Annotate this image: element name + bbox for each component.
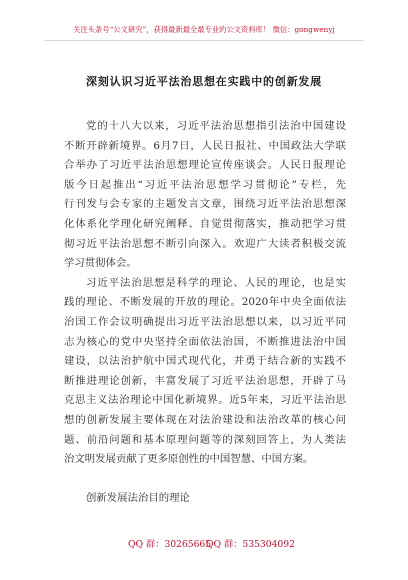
text-line: 党的十八大以来，习近平法治思想指引法治中国建设 <box>86 120 346 132</box>
section-heading: 创新发展法治目的理论 <box>86 492 190 504</box>
paragraph <box>64 274 346 470</box>
paragraph <box>64 117 346 274</box>
text-line: 想的创新发展主要体现在对法治建设和法治改革的核心问 <box>64 413 346 426</box>
text-line: 题、前沿问题和基本原理问题等的深刻回答上，为人类法 <box>64 433 346 446</box>
footer <box>0 536 408 550</box>
text-line: 彻习近平法治思想不断引向深入。欢迎广大读者积极交流 <box>64 237 346 250</box>
footer-qq-group-2: QQ 群：535304092 <box>206 539 295 550</box>
text-line: 不断开辟新境界。6月7日，人民日报社、中国政法大学联 <box>64 139 346 152</box>
text-line: 合举办了习近平法治思想理论宣传座谈会。人民日报理论 <box>64 159 346 172</box>
text-line: 践的理论、不断发展的开放的理论。2020年中央全面依法 <box>64 296 346 309</box>
footer-qq-group-1: QQ 群：30265665 <box>128 539 212 550</box>
header-divider <box>44 40 364 41</box>
text-line: 版今日起推出“习近平法治思想学习贯彻论”专栏，先 <box>64 178 346 191</box>
text-line: 化体系化学理化研究阐释、自觉贯彻落实，推动把学习贯 <box>64 217 346 230</box>
text-line: 行刊发与会专家的主题发言文章，围绕习近平法治思想深 <box>64 198 346 211</box>
document-body <box>64 117 346 470</box>
text-line: 习近平法治思想是科学的理论、人民的理论，也是实 <box>86 276 346 289</box>
text-line: 断推进理论创新，丰富发展了习近平法治思想，开辟了马 <box>64 374 346 387</box>
text-line: 建设，以法治护航中国式现代化，并勇于结合新的实践不 <box>64 355 346 368</box>
text-line: 志为核心的党中央坚持全面依法治国，不断推进法治中国 <box>64 335 346 348</box>
text-line: 学习贯彻体会。 <box>64 257 137 270</box>
text-line: 治国工作会议明确提出习近平法治思想以来，以习近平同 <box>64 315 346 328</box>
header-note: 关注头条号“公文研究”，获得最新最全最专业的公文资料库！ 微信：gongwenyj <box>73 25 335 34</box>
text-line: 克思主义法治理论中国化新境界。近5年来，习近平法治思 <box>64 394 346 407</box>
text-line: 治文明发展贡献了更多原创性的中国智慧、中国方案。 <box>64 453 314 466</box>
document-title: 深刻认识习近平法治思想在实践中的创新发展 <box>86 75 322 88</box>
